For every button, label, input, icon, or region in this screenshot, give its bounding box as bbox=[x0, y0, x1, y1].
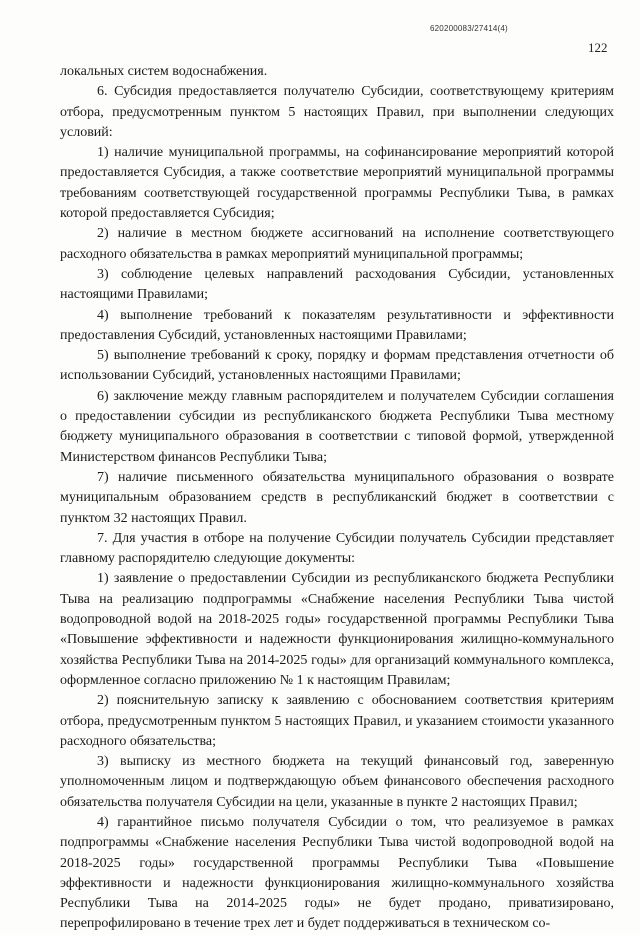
paragraph-condition-2: 2) наличие в местном бюджете ассигнований на исполнение соответствующего расходного обязательства в рамках мероприятий муниципальной программы; bbox=[60, 226, 614, 262]
paragraph-condition-1: 1) наличие муниципальной программы, на софинансирование мероприятий которой предоставляется Субсидия, а также соответствие мероприятий муниципальной программы требованиям соответствующей государственной программы Республики Тыва, в рамках которой предоставляется Субсидия; bbox=[60, 145, 614, 222]
paragraph-condition-3: 3) соблюдение целевых направлений расходования Субсидии, установленных настоящими Правилами; bbox=[60, 266, 614, 303]
paragraph-condition-6: 6) заключение между главным распорядителем и получателем Субсидии соглашения о предоставлении субсидии из республиканского бюджета Республики Тыва местному бюджету муниципального образования в соответствии с типовой формой, утвержденной Министерством финансов Республики Тыва; bbox=[60, 388, 614, 465]
page-number: 122 bbox=[588, 40, 608, 55]
paragraph-item-6: 6. Субсидия предоставляется получателю Субсидии, соответствующему критериям отбора, предусмотренным пунктом 5 настоящих Правил, при выполнении следующих условий: bbox=[60, 84, 614, 140]
paragraph-document-1: 1) заявление о предоставлении Субсидии из республиканского бюджета Республики Тыва на реализацию подпрограммы «Снабжение населения Республики Тыва чистой водопроводной водой на 2018-2025 годы» государственной программы Республики Тыва «Повышение эффективности и надежности функционирования жилищно-коммунального хозяйства Республики Тыва на 2014-2025 годы» для организаций коммунального комплекса, оформленное согласно приложению № 1 к настоящим Правилам; bbox=[60, 571, 614, 688]
paragraph-document-2: 2) пояснительную записку к заявлению с обоснованием соответствия критериям отбора, предусмотренным пунктом 5 настоящих Правил, и указанием стоимости указанного расходного обязательства; bbox=[60, 693, 614, 749]
paragraph-continuation: локальных систем водоснабжения. bbox=[60, 64, 268, 79]
paragraph-document-3: 3) выписку из местного бюджета на текущий финансовый год, заверенную уполномоченным лицом и подтверждающую объем финансового обеспечения расходного обязательства получателя Субсидии на цели, указанные в пункте 2 настоящих Правил; bbox=[60, 754, 614, 810]
paragraph-item-7: 7. Для участия в отборе на получение Субсидии получатель Субсидии представляет главному распорядителю следующие документы: bbox=[60, 530, 614, 567]
paragraph-condition-7: 7) наличие письменного обязательства муниципального образования о возврате муниципальным образованием средств в республиканский бюджет в соответствии с пунктом 32 настоящих Правил. bbox=[60, 469, 614, 526]
paragraph-condition-5: 5) выполнение требований к сроку, порядку и формам представления отчетности об использовании Субсидий, установленных настоящими Правилами; bbox=[60, 348, 614, 384]
document-body bbox=[60, 62, 614, 935]
document-code: 620200083/27414(4) bbox=[430, 24, 508, 33]
paragraph-document-4: 4) гарантийное письмо получателя Субсидии о том, что реализуемое в рамках подпрограммы «Снабжение населения Республики Тыва чистой водопроводной водой на 2018-2025 годы» государственной программы Республики Тыва «Повышение эффективности и надежности функционирования жилищно-коммунального хозяйства Республики Тыва на 2014-2025 годы» не будет продано, приватизировано, перепрофилировано в течение трех лет и будет поддерживаться в техническом со- bbox=[60, 814, 614, 932]
paragraph-condition-4: 4) выполнение требований к показателям результативности и эффективности предоставления Субсидий, установленных настоящими Правилами; bbox=[60, 307, 614, 343]
